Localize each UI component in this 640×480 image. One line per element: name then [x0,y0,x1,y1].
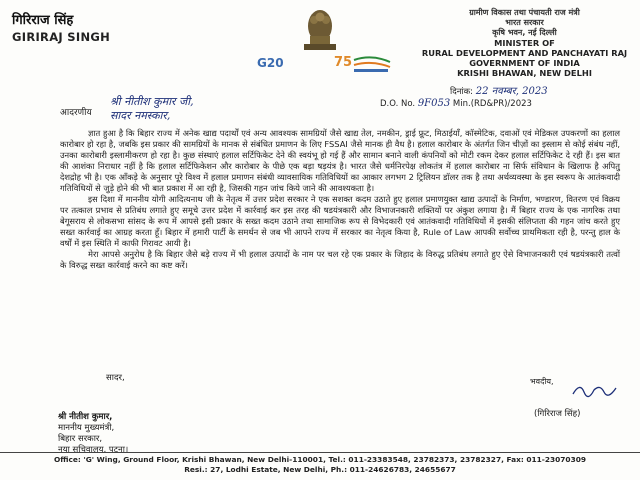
ministry-block [417,8,632,78]
name-hindi: गिरिराज सिंह [12,13,74,28]
g20-logo: G20 [257,56,284,70]
ministry-english: RURAL DEVELOPMENT AND PANCHAYATI RAJ [421,48,628,58]
letterhead-name-block [12,10,110,44]
handwritten-addressee: श्री नीतीश कुमार जी, सादर नमस्कार, [110,95,194,122]
paragraph-3: मेरा आपसे अनुरोध है कि बिहार जैसे बड़े राज्य में भी हलाल उत्पादों के नाम पर चल रहे एक प्रकार के जिहाद के विरुद्ध प्रतिबंध लगाते हुए ऐसे विभाजनकारी एवं षडयंत्रकारी तत्वों के विरुद्ध सख्त कार्रवाई करने का कष्ट करें। [60,249,620,270]
residence-address: Resi.: 27, Lodhi Estate, New Delhi, Ph.: 011-24626783, 24655677 [184,464,456,474]
recipient-name: श्री नीतीश कुमार, [58,412,113,422]
paragraph-1: ज्ञात हुआ है कि बिहार राज्य में अनेक खाद्य पदार्थों एवं अन्य आवश्यक सामग्रियों जैसे खाद्य तेल, नमकीन, ड्राई फ्रूट, मिठाईयाँ, कॉस्मेटिक, दवाओं एवं मेडिकल उपकरणों का हलाल कारोबार हो रहा है, जबकि इस प्रकार की सामग्रियों के मानक से संबंधित प्रमाणन के लिए FSSAI जैसे मानक ही वैध है। हलाल कारोबार के अंतर्गत जिन चीज़ों का इस्लाम से कोई संबंध नहीं, उनका कारोबारी इस्लामीकरण हो रहा है। कुछ संस्थाएं हलाल सर्टिफिकेट देने की स्वयंभू हो गई हैं और सामान बनाने वाली कंपनियों को मोटी रकम देकर हलाल सर्टिफिकेट दे रही हैं। इस बात की आशंका निराधार नहीं है कि हलाल सर्टिफिकेशन और कारोबार के पीछे एक बड़ा षड़यंत्र है। भारत जैसे धर्मनिरपेक्ष लोकतंत्र में हलाल कारोबार ना सिर्फ संविधान के खिलाफ है अपितु देशद्रोह भी है। एक आँकड़े के अनुसार पूरे विश्व में हलाल प्रमाणन संबंधी व्यावसायिक गतिविधियों का आकार लगभग 2 ट्रिलियन डॉलर तक है तथा अर्थव्यवस्था के इस स्वरूप के आतंकवादी गतिविधियों से जुड़े होने की भी बात प्रकाश में आ रही है, जिसकी गहन जांच किये जाने की आवश्यकता है। [60,128,621,193]
recipient-line-2: माननीय मुख्यमंत्री, [58,423,115,433]
ministry-hindi-3: कृषि भवन, नई दिल्ली [492,28,557,37]
letter-body [60,128,620,271]
govt-english: GOVERNMENT OF INDIA [469,58,580,68]
recipient-line-4: नया सचिवालय, पटना। [58,445,129,455]
office-address: Office: 'G' Wing, Ground Floor, Krishi Bhawan, New Delhi-110001, Tel.: 011-23383548, 23782373, 23782327, Fax: 011-23070309 [54,455,586,464]
paragraph-2: इस दिशा में माननीय योगी आदित्यनाथ जी के नेतृत्व में उत्तर प्रदेश सरकार ने एक सशक्त कदम उठाते हुए हलाल प्रमाणयुक्त खाद्य उत्पादों के निर्माण, भण्डारण, वितरण एवं विक्रय पर तत्काल प्रभाव से प्रतिबंध लगाते हुए समूचे उत्तर प्रदेश में कार्रवाई कर इस तरह की षडयंत्रकारी और विभाजनकारी शक्तियों पर अंकुश लगाया है। मैं बिहार राज्य के एक नागरिक तथा बेगूसराय से लोकसभा सांसद के रूप में आपसे इसी प्रकार के सख्त कदम उठाने तथा सामाजिक रूप से विभेदकारी एवं आतंकवादी गतिविधियों में इसकी संलिप्तता की गहन जांच करते हुए सख्त कार्रवाई का आग्रह करता हूँ। बिहार में हमारी पार्टी के समर्थन से जब भी आपने राज्य में सरकार का नेतृत्व किया है, Rule of Law आपकी सर्वोच्च प्राथमिकता रही है, परन्तु हाल के वर्षों में इस स्थिति में काफी गिरावट आयी है। [60,194,620,248]
minister-of: MINISTER OF [494,38,555,48]
signatory-name: (गिरिराज सिंह) [534,409,581,419]
date-line: दिनांक: 22 नवम्बर, 2023 [450,86,548,97]
address-english: KRISHI BHAWAN, NEW DELHI [457,68,592,78]
recipient-line-3: बिहार सरकार, [58,434,103,444]
date-value: 22 नवम्बर, 2023 [475,86,548,97]
azadi-ka-amrit-mahotsav-logo [332,52,394,76]
closing: भवदीय, [530,377,554,386]
reference-block [380,86,548,110]
national-emblem-icon [296,6,344,54]
do-number-line: D.O. No. 9F053 Min.(RD&PR)/2023 [380,98,532,109]
regards: सादर, [106,373,125,383]
salutation: आदरणीय [60,108,92,118]
name-english: GIRIRAJ SINGH [12,30,111,44]
do-number: 9F053 [417,98,451,109]
footer [0,452,640,474]
ministry-hindi-2: भारत सरकार [505,18,544,27]
svg-text:75: 75 [334,55,353,70]
recipient-block [58,412,128,456]
signature-icon [570,380,620,400]
ministry-hindi-1: ग्रामीण विकास तथा पंचायती राज मंत्री [469,8,580,17]
